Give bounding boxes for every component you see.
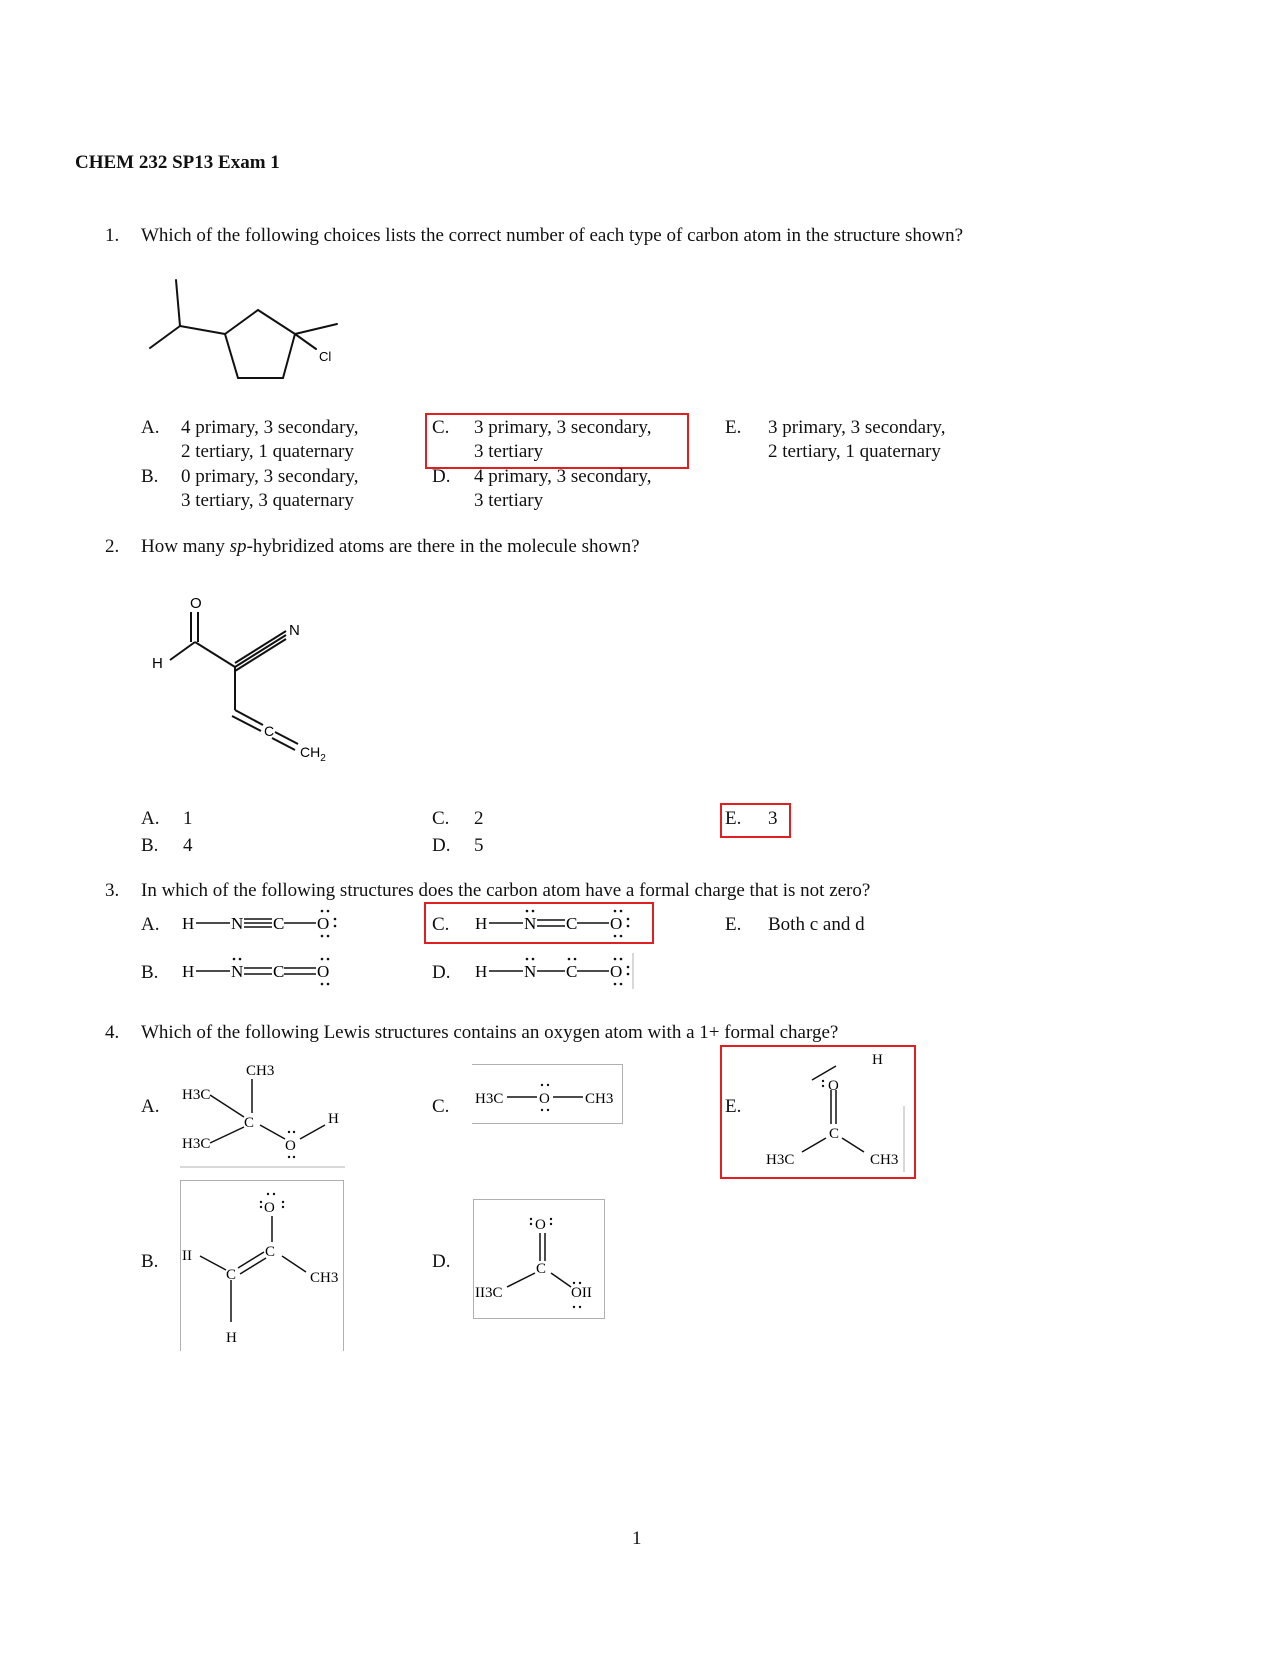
q2-option-e-value: 3 — [768, 808, 778, 829]
svg-text:O: O — [610, 962, 623, 981]
svg-text:C: C — [226, 1267, 237, 1283]
svg-text:II: II — [182, 1248, 192, 1264]
q4-option-a-letter[interactable]: A. — [141, 1096, 160, 1117]
question-4-number: 4. — [105, 1022, 120, 1043]
q2-option-e-letter[interactable]: E. — [725, 808, 742, 829]
q4-option-c-letter[interactable]: C. — [432, 1096, 450, 1117]
svg-text:CH3: CH3 — [585, 1091, 614, 1107]
q4-option-a-structure — [180, 1055, 345, 1170]
q1-bond — [150, 326, 180, 348]
svg-text:C: C — [829, 1126, 840, 1142]
q2-ch2-label: $CH_2$ — [300, 744, 326, 764]
question-2-text-post: -hybridized atoms are there in the molecule shown? — [246, 536, 640, 557]
svg-text:C: C — [244, 1115, 255, 1131]
question-2-text — [141, 536, 640, 558]
svg-text:II3C: II3C — [475, 1285, 503, 1301]
svg-text:H: H — [872, 1052, 883, 1068]
svg-text:H3C: H3C — [766, 1152, 795, 1168]
svg-text:N: N — [524, 962, 537, 981]
svg-text:OII: OII — [571, 1285, 592, 1301]
q2-h-label: H — [152, 655, 163, 672]
q1-option-e-letter[interactable]: E. — [725, 417, 742, 438]
q4-option-d-structure — [473, 1199, 603, 1317]
svg-text:C: C — [273, 914, 285, 933]
svg-text:N: N — [231, 914, 244, 933]
q2-option-b-letter[interactable]: B. — [141, 835, 159, 856]
q1-option-c-letter[interactable]: C. — [432, 417, 450, 438]
q1-option-e-line2: 2 tertiary, 1 quaternary — [768, 441, 941, 462]
svg-text:H: H — [182, 962, 195, 981]
question-4-text: Which of the following Lewis structures contains an oxygen atom with a 1+ formal charge? — [141, 1022, 839, 1043]
question-3-number: 3. — [105, 880, 120, 901]
q1-structure — [140, 270, 360, 390]
q2-option-a-value: 1 — [183, 808, 193, 829]
svg-text:H3C: H3C — [475, 1091, 504, 1107]
svg-text:H: H — [226, 1330, 237, 1342]
q2-option-c-letter[interactable]: C. — [432, 808, 450, 829]
svg-text:O: O — [539, 1091, 550, 1107]
question-1-number: 1. — [105, 225, 120, 246]
q1-option-a-line1: 4 primary, 3 secondary, — [181, 417, 359, 438]
svg-text:C: C — [265, 1244, 276, 1260]
q1-option-c-line1: 3 primary, 3 secondary, — [474, 417, 652, 438]
q4-option-b-structure — [180, 1192, 345, 1342]
q1-bond — [295, 334, 316, 349]
q3-option-d-structure — [473, 951, 648, 991]
q1-option-b-line1: 0 primary, 3 secondary, — [181, 466, 359, 487]
q1-option-a-line2: 2 tertiary, 1 quaternary — [181, 441, 354, 462]
svg-text:CH3: CH3 — [246, 1063, 275, 1079]
q3-option-b-letter[interactable]: B. — [141, 962, 159, 983]
q4-option-e-letter[interactable]: E. — [725, 1096, 742, 1117]
q2-option-b-value: 4 — [183, 835, 193, 856]
q3-option-d-letter[interactable]: D. — [432, 962, 451, 983]
q4-option-d-letter[interactable]: D. — [432, 1251, 451, 1272]
question-3-text: In which of the following structures does the carbon atom have a formal charge that is not zero? — [141, 880, 871, 901]
q4-option-e-structure — [760, 1050, 910, 1172]
q3-option-a-structure — [180, 903, 355, 943]
svg-text:C: C — [273, 962, 285, 981]
q2-c-label: C — [264, 723, 275, 739]
q1-option-e-line1: 3 primary, 3 secondary, — [768, 417, 946, 438]
svg-text:H: H — [475, 914, 488, 933]
svg-text:CH3: CH3 — [310, 1270, 339, 1286]
svg-text:C: C — [566, 914, 578, 933]
q1-option-d-line2: 3 tertiary — [474, 490, 544, 511]
q3-option-a-letter[interactable]: A. — [141, 914, 160, 935]
svg-text:H: H — [475, 962, 488, 981]
q1-option-a-letter[interactable]: A. — [141, 417, 160, 438]
svg-text:CH3: CH3 — [870, 1152, 899, 1168]
svg-text:O: O — [610, 914, 623, 933]
q1-ring — [225, 310, 295, 378]
svg-text:C: C — [536, 1261, 547, 1277]
q2-option-c-value: 2 — [474, 808, 484, 829]
q1-option-b-line2: 3 tertiary, 3 quaternary — [181, 490, 354, 511]
q1-option-b-letter[interactable]: B. — [141, 466, 159, 487]
svg-text:H: H — [182, 914, 195, 933]
q3-option-e-text: Both c and d — [768, 914, 865, 935]
q1-bond — [176, 280, 180, 326]
svg-text:H3C: H3C — [182, 1087, 211, 1103]
svg-text:N: N — [231, 962, 244, 981]
q1-option-d-line1: 4 primary, 3 secondary, — [474, 466, 652, 487]
q1-bond — [180, 326, 225, 334]
q3-option-e-letter[interactable]: E. — [725, 914, 742, 935]
q4-option-c-structure — [473, 1075, 623, 1115]
q1-cl-label: Cl — [319, 349, 332, 364]
svg-text:O: O — [828, 1078, 839, 1094]
q2-structure — [140, 590, 360, 780]
q4-option-b-letter[interactable]: B. — [141, 1251, 159, 1272]
svg-text:O: O — [317, 914, 330, 933]
svg-text:H3C: H3C — [182, 1136, 211, 1152]
page-title: CHEM 232 SP13 Exam 1 — [75, 152, 280, 173]
q3-option-c-structure — [473, 903, 648, 943]
svg-text:O: O — [317, 962, 330, 981]
q2-n-label: N — [289, 622, 300, 639]
q2-o-label: O — [190, 595, 202, 612]
question-2-text-pre: How many — [141, 536, 230, 557]
q3-option-c-letter[interactable]: C. — [432, 914, 450, 935]
svg-text:N: N — [524, 914, 537, 933]
page-number: 1 — [632, 1528, 642, 1549]
svg-text:O: O — [285, 1138, 296, 1154]
q2-option-d-letter[interactable]: D. — [432, 835, 451, 856]
question-2-text-sp: sp — [229, 536, 247, 557]
svg-text:C: C — [566, 962, 578, 981]
svg-text:O: O — [264, 1200, 275, 1216]
q3-option-b-structure — [180, 951, 355, 991]
question-2-number: 2. — [105, 536, 120, 557]
q2-option-d-value: 5 — [474, 835, 484, 856]
q2-option-a-letter[interactable]: A. — [141, 808, 160, 829]
q1-option-d-letter[interactable]: D. — [432, 466, 451, 487]
svg-text:O: O — [535, 1217, 546, 1233]
question-1-text: Which of the following choices lists the correct number of each type of carbon atom in the structure shown? — [141, 225, 964, 246]
q1-bond — [295, 324, 337, 334]
q1-option-c-line2: 3 tertiary — [474, 441, 544, 462]
svg-text:H: H — [328, 1111, 339, 1127]
